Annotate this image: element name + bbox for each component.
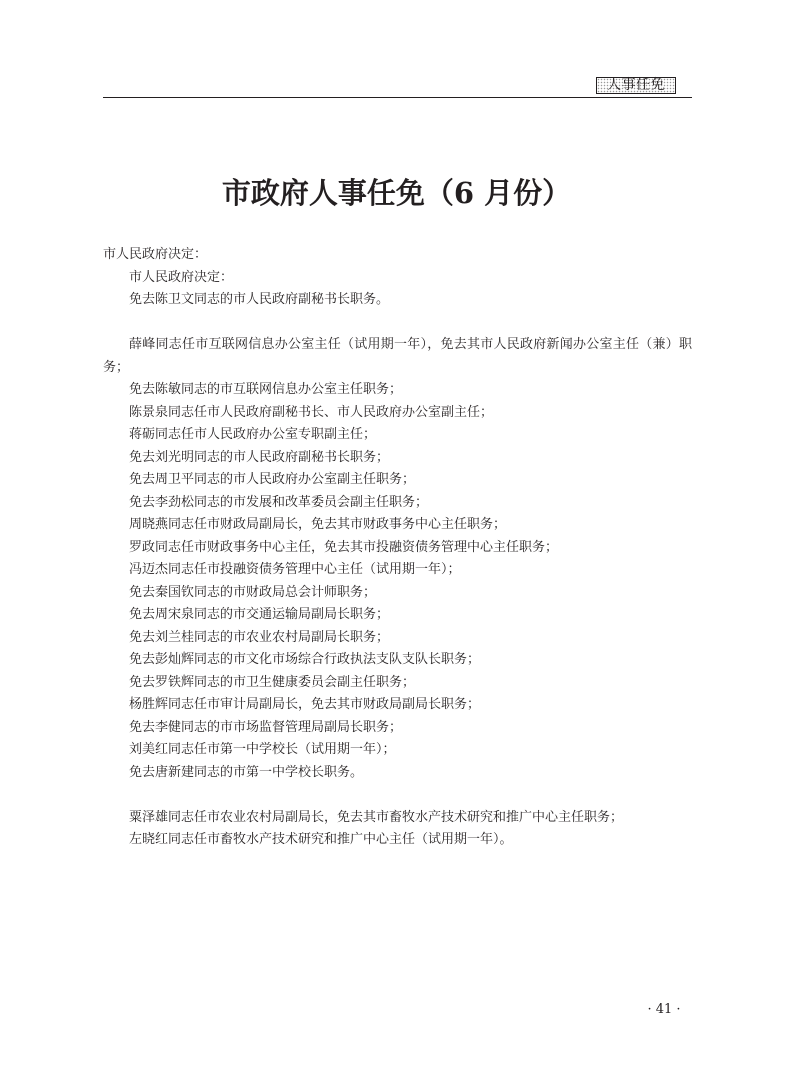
paragraph: 刘美红同志任市第一中学校长（试用期一年）； (129, 742, 396, 757)
paragraph: 市人民政府决定： (103, 247, 208, 262)
paragraph: 免去李健同志的市市场监督管理局副局长职务； (129, 719, 403, 735)
paragraph-gap (103, 312, 692, 335)
paragraph: 免去李劲松同志的市发展和改革委员会副主任职务； (129, 494, 429, 510)
paragraph: 免去秦国钦同志的市财政局总会计师职务； (129, 584, 377, 600)
paragraph: 冯迈杰同志任市投融资债务管理中心主任（试用期一年）； (129, 562, 461, 577)
paragraph: 免去刘光明同志的市人民政府副秘书长职务； (129, 449, 390, 465)
paragraph: 左晓红同志任市畜牧水产技术研究和推广中心主任（试用期一年）。 (129, 832, 513, 847)
paragraph: 免去彭灿辉同志的市文化市场综合行政执法支队支队长职务； (129, 652, 481, 667)
paragraph: 罗政同志任市财政事务中心主任，免去其市投融资债务管理中心主任职务； (129, 539, 559, 555)
paragraph: 免去刘兰桂同志的市农业农村局副局长职务； (129, 629, 390, 645)
paragraph: 免去陈敏同志的市互联网信息办公室主任职务； (129, 382, 403, 397)
section-label: 人事任免 (596, 77, 676, 94)
paragraph: 免去周宋泉同志的市交通运输局副局长职务； (129, 607, 390, 622)
paragraph: 免去唐新建同志的市第一中学校长职务。 (129, 764, 364, 780)
page-number: · 41 · (647, 1002, 681, 1017)
page-title: 市政府人事任免（6 月份） (221, 176, 572, 210)
paragraph-gap (103, 784, 692, 807)
paragraph: 薛峰同志任市互联网信息办公室主任（试用期一年），免去其市人民政府新闻办公室主任（兼）职务； (103, 337, 692, 375)
paragraph: 陈景泉同志任市人民政府副秘书长、市人民政府办公室副主任； (129, 404, 494, 420)
paragraph: 周晓燕同志任市财政局副局长，免去其市财政事务中心主任职务； (129, 517, 507, 532)
paragraph: 市人民政府决定： (129, 269, 234, 285)
paragraph: 免去罗铁辉同志的市卫生健康委员会副主任职务； (129, 674, 416, 690)
paragraph: 杨胜辉同志任市审计局副局长，免去其市财政局副局长职务； (129, 697, 481, 712)
paragraph: 粟泽雄同志任市农业农村局副局长，免去其市畜牧水产技术研究和推广中心主任职务； (129, 809, 624, 825)
paragraph: 免去周卫平同志的市人民政府办公室副主任职务； (129, 472, 416, 487)
document-body (103, 244, 692, 852)
header-rule (103, 97, 692, 98)
paragraph: 免去陈卫文同志的市人民政府副秘书长职务。 (129, 292, 390, 307)
paragraph: 蒋砺同志任市人民政府办公室专职副主任； (129, 427, 377, 442)
